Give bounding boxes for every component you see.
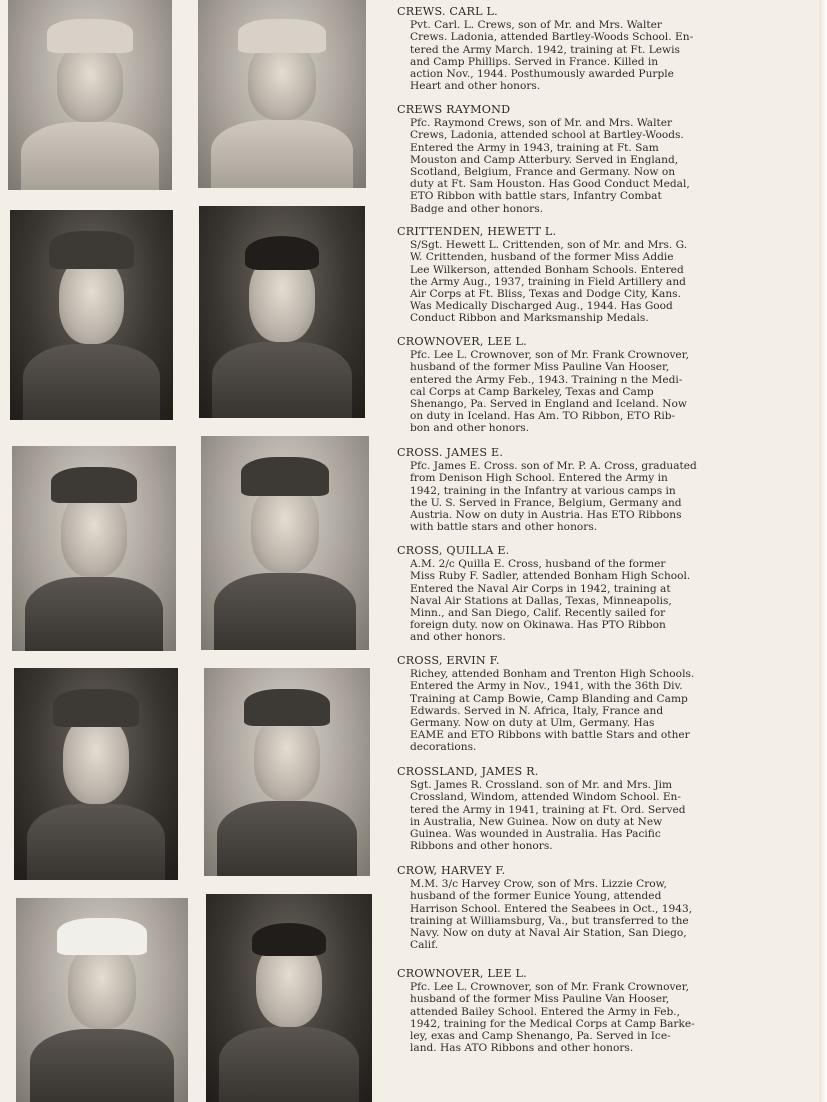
bio-line: Was Medically Discharged Aug., 1944. Has Good (410, 300, 673, 313)
bio-line: Minn., and San Diego, Calif. Recently sailed for (410, 607, 666, 620)
bio-line: and other honors. (410, 631, 506, 644)
bio-line: attended Bailey School. Entered the Army in Feb., (410, 1005, 681, 1018)
bio-line: Shenango, Pa. Served in England and Iceland. Now (410, 398, 687, 411)
entry-cross-quilla (397, 545, 753, 644)
bio-line: duty at Ft. Sam Houston. Has Good Conduct Medal, (410, 178, 690, 191)
bio-line: entered the Army Feb., 1943. Training n the Medi- (410, 373, 683, 386)
bio-line: Navy. Now on duty at Naval Air Station, San Diego, (410, 927, 687, 940)
bio-line: the U. S. Served in France, Belgium, Germany and (410, 496, 682, 509)
bio-line: Crews, Ladonia, attended school at Bartley-Woods. (410, 129, 684, 142)
bio-line: Pfc. James E. Cross. son of Mr. P. A. Cross, graduated (410, 460, 697, 473)
entry-name: CROSS, QUILLA E. (397, 544, 510, 557)
bio-line: Air Corps at Ft. Bliss, Texas and Dodge City, Kans. (410, 288, 681, 301)
bio-line: husband of the former Eunice Young, attended (410, 890, 662, 903)
page-edge (819, 0, 827, 1102)
entry-name: CRITTENDEN, HEWETT L. (397, 225, 557, 238)
bio-line: Heart and other honors. (410, 80, 541, 93)
portrait-photo-crews-carl (8, 0, 172, 190)
bio-line: with battle stars and other honors. (410, 521, 598, 534)
bio-line: 1942, training in the Infantry at various camps in (410, 484, 676, 497)
bio-line: Richey, attended Bonham and Trenton High Schools. (410, 668, 695, 681)
entry-name: CROSS. JAMES E. (397, 446, 504, 459)
bio-line: Pfc. Lee L. Crownover, son of Mr. Frank Crownover, (410, 981, 689, 994)
bio-line: Guinea. Was wounded in Australia. Has Pacific (410, 828, 661, 841)
entry-crittenden-hewett (397, 226, 753, 325)
entry-name: CROW, HARVEY F. (397, 864, 506, 877)
bio-line: Training at Camp Bowie, Camp Blanding and Camp (410, 692, 688, 705)
bio-line: Calif. (410, 939, 439, 952)
entry-bio (410, 19, 753, 92)
bio-line: Lee Wilkerson, attended Bonham Schools. Entered (410, 263, 684, 276)
entry-crews-carl (397, 6, 753, 92)
bio-line: ley, exas and Camp Shenango, Pa. Served in Ice- (410, 1030, 671, 1043)
portrait-photo-crownover-lee-2 (206, 894, 372, 1102)
entry-bio (410, 239, 753, 324)
portrait-photo-crow-harvey (16, 898, 188, 1102)
portrait-photo-cross-quilla (201, 436, 369, 650)
portrait-photo-crews-raymond (198, 0, 366, 188)
bio-line: Pfc. Raymond Crews, son of Mr. and Mrs. Walter (410, 117, 673, 130)
bio-line: Pfc. Lee L. Crownover, son of Mr. Frank Crownover, (410, 349, 689, 362)
bio-line: husband of the former Miss Pauline Van Hooser, (410, 993, 670, 1006)
bio-line: bon and other honors. (410, 422, 530, 435)
bio-line: action Nov., 1944. Posthumously awarded Purple (410, 68, 674, 81)
bio-line: Sgt. James R. Crossland. son of Mr. and Mrs. Jim (410, 779, 673, 792)
bio-line: Crews. Ladonia, attended Bartley-Woods School. En- (410, 31, 694, 44)
bio-line: training at Williamsburg, Va., but transferred to the (410, 914, 689, 927)
entry-cross-ervin (397, 655, 753, 754)
bio-line: W. Crittenden, husband of the former Miss Addie (410, 251, 674, 264)
bio-line: Entered the Army in Nov., 1941, with the 36th Div. (410, 680, 683, 693)
entry-name: CREWS RAYMOND (397, 103, 511, 116)
entry-crews-raymond (397, 104, 753, 215)
bio-line: on duty in Iceland. Has Am. TO Ribbon, ETO Rib- (410, 410, 676, 423)
entry-bio (410, 117, 753, 215)
entry-name: CROSS, ERVIN F. (397, 654, 500, 667)
entry-name: CROWNOVER, LEE L. (397, 335, 527, 348)
bio-line: M.M. 3/c Harvey Crow, son of Mrs. Lizzie Crow, (410, 878, 667, 891)
entry-bio (410, 460, 753, 533)
bio-line: Crossland, Windom, attended Windom School. En- (410, 791, 681, 804)
bio-line: Badge and other honors. (410, 202, 544, 215)
entry-name: CROWNOVER, LEE L. (397, 967, 527, 980)
entry-crossland-james (397, 766, 753, 852)
bio-line: Conduct Ribbon and Marksmanship Medals. (410, 312, 649, 325)
bio-line: decorations. (410, 741, 477, 754)
entry-bio (410, 668, 753, 753)
entry-crownover-lee-2 (397, 968, 753, 1054)
entry-bio (410, 779, 753, 852)
bio-line: land. Has ATO Ribbons and other honors. (410, 1042, 634, 1055)
bio-line: tered the Army March. 1942, training at Ft. Lewis (410, 43, 680, 56)
bio-line: from Denison High School. Entered the Army in (410, 472, 668, 485)
bio-line: foreign duty. now on Okinawa. Has PTO Ribbon (410, 619, 666, 632)
entry-crownover-lee (397, 336, 753, 435)
bio-line: ETO Ribbon with battle stars, Infantry Combat (410, 190, 662, 203)
portrait-photo-crownover-lee (199, 206, 365, 418)
portrait-photo-cross-ervin (14, 668, 178, 880)
bio-line: Pvt. Carl. L. Crews, son of Mr. and Mrs. Walter (410, 19, 662, 32)
bio-line: S/Sgt. Hewett L. Crittenden, son of Mr. and Mrs. G. (410, 239, 688, 252)
bio-line: and Camp Phillips. Served in France. Killed in (410, 55, 659, 68)
entry-bio (410, 558, 753, 643)
bio-line: Harrison School. Entered the Seabees in Oct., 1943, (410, 902, 693, 915)
entry-name: CREWS. CARL L. (397, 5, 498, 18)
portrait-photo-crossland-james (204, 668, 370, 876)
bio-line: 1942, training for the Medical Corps at Camp Barke- (410, 1017, 695, 1030)
entry-cross-james (397, 447, 753, 533)
bio-line: Ribbons and other honors. (410, 840, 553, 853)
bio-line: Miss Ruby F. Sadler, attended Bonham High School. (410, 570, 691, 583)
bio-line: Naval Air Stations at Dallas, Texas, Minneapolis, (410, 594, 672, 607)
bio-line: husband of the former Miss Pauline Van Hooser, (410, 361, 670, 374)
portrait-photo-cross-james (12, 446, 176, 651)
bio-line: Entered the Naval Air Corps in 1942, training at (410, 582, 671, 595)
bio-line: Scotland, Belgium, France and Germany. Now on (410, 166, 676, 179)
bio-line: tered the Army in 1941, training at Ft. Ord. Served (410, 803, 686, 816)
entry-bio (410, 878, 753, 951)
entry-name: CROSSLAND, JAMES R. (397, 765, 539, 778)
entry-bio (410, 981, 753, 1054)
bio-line: Entered the Army in 1943, training at Ft. Sam (410, 141, 659, 154)
bio-line: Germany. Now on duty at Ulm, Germany. Has (410, 717, 655, 730)
bio-line: EAME and ETO Ribbons with battle Stars and other (410, 729, 690, 742)
portrait-photo-crittenden-hewett (10, 210, 173, 420)
entry-crow-harvey (397, 865, 753, 951)
bio-line: Mouston and Camp Atterbury. Served in England, (410, 153, 679, 166)
bio-line: cal Corps at Camp Barkeley, Texas and Camp (410, 385, 654, 398)
bio-line: the Army Aug., 1937, training in Field Artillery and (410, 275, 686, 288)
bio-line: A.M. 2/c Quilla E. Cross, husband of the former (410, 558, 666, 571)
bio-line: in Australia, New Guinea. Now on duty at New (410, 815, 663, 828)
bio-line: Austria. Now on duty in Austria. Has ETO Ribbons (410, 509, 682, 522)
bio-line: Edwards. Served in N. Africa, Italy, France and (410, 704, 664, 717)
entry-bio (410, 349, 753, 434)
